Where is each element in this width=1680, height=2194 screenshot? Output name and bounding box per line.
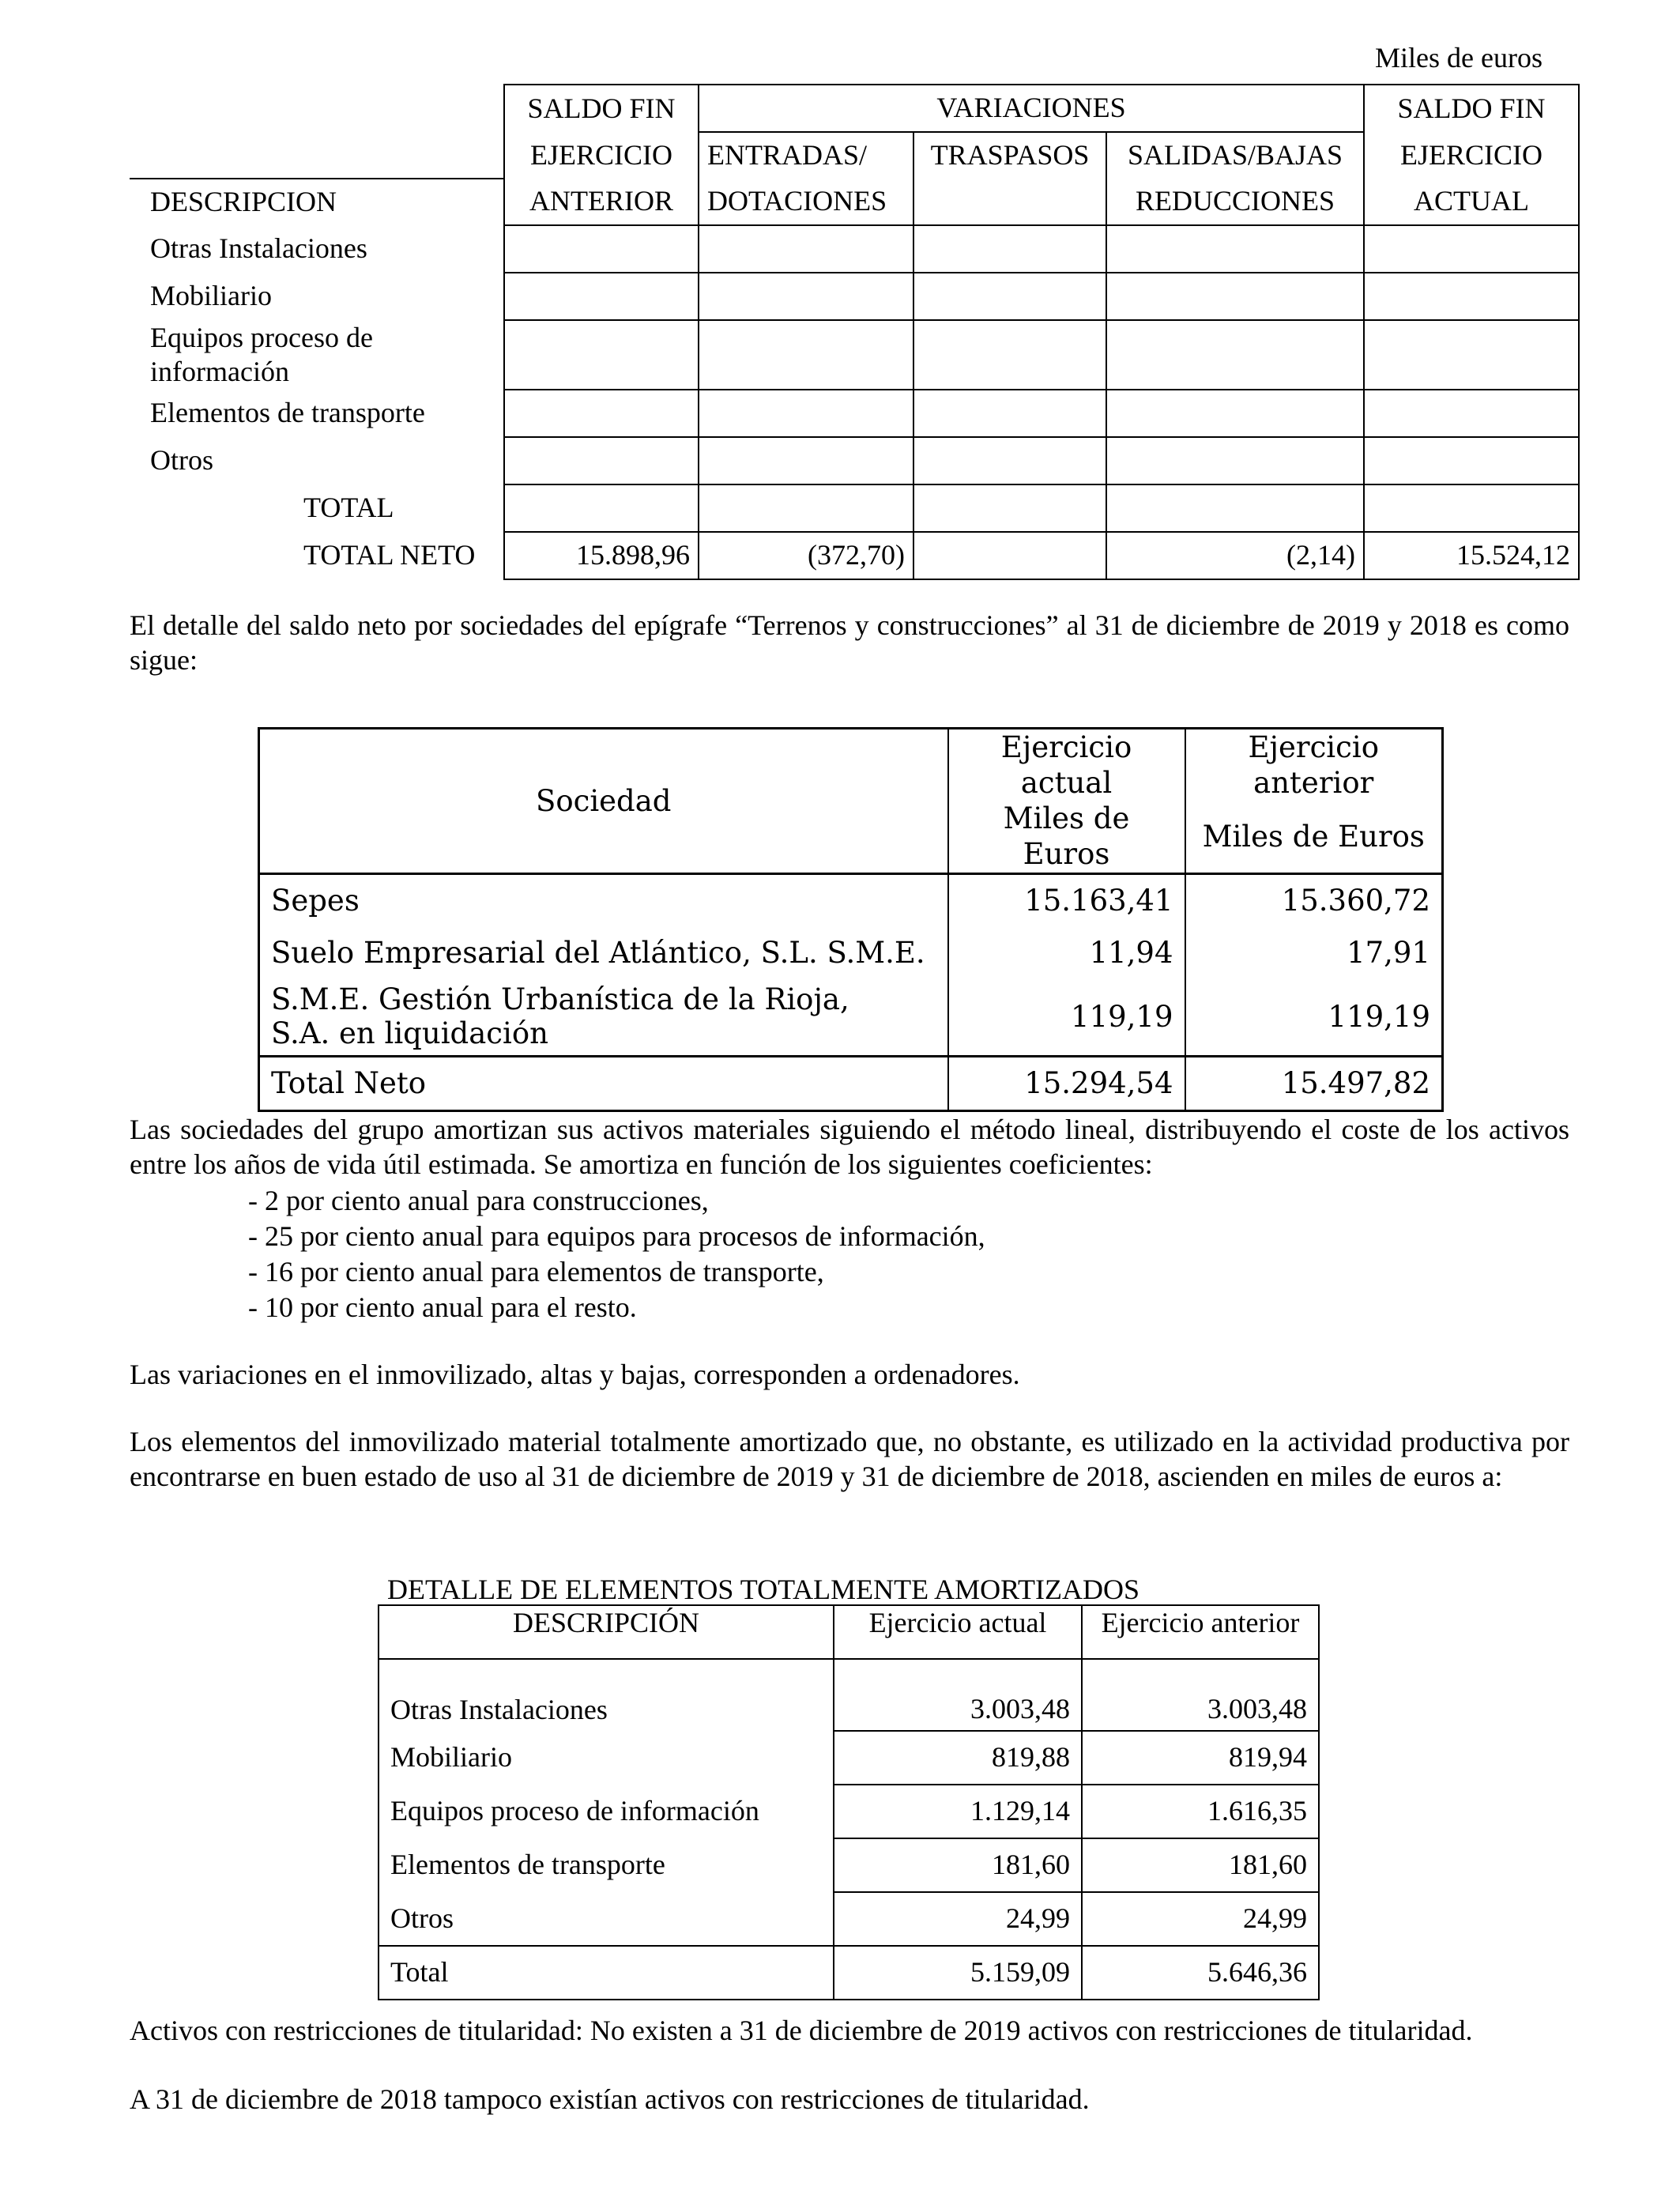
row-anterior: 1.616,35: [1082, 1785, 1319, 1838]
header-salidas-1: SALIDAS/BAJAS: [1106, 132, 1364, 179]
row-label: Equipos proceso de información: [150, 321, 373, 387]
sociedades-table: [258, 727, 1444, 1112]
table-row: [379, 1838, 1319, 1892]
header-traspasos: TRASPASOS: [913, 132, 1106, 179]
row-anterior: 181,60: [1082, 1838, 1319, 1892]
paragraph-terrenos: El detalle del saldo neto por sociedades del epígrafe “Terrenos y construcciones” al 31 de diciembre de 2019 y 2018 es como sigue:: [130, 609, 1569, 676]
total-neto-anterior: 15.497,82: [1185, 1056, 1443, 1110]
total-neto-entradas: (372,70): [699, 532, 913, 579]
sociedad-name: Suelo Empresarial del Atlántico, S.L. S.M.E.: [259, 927, 948, 979]
sociedad-name: Sepes: [259, 873, 948, 927]
header-anterior-units: Miles de Euros: [1185, 801, 1443, 873]
header-ejercicio-actual: Ejercicio actual: [834, 1605, 1082, 1659]
header-ejercicio-anterior: Ejercicio anterior: [1185, 729, 1443, 801]
header-ejercicio-anterior: Ejercicio anterior: [1082, 1605, 1319, 1659]
header-saldo-anterior-1: SALDO FIN: [504, 85, 699, 132]
total-neto-saldo-anterior: 15.898,96: [504, 532, 699, 579]
coeficiente-item: - 2 por ciento anual para construcciones,: [248, 1185, 709, 1216]
header-entradas-1: ENTRADAS/: [699, 132, 913, 179]
row-actual: 3.003,48: [834, 1659, 1082, 1731]
amortizados-table: [378, 1604, 1320, 2000]
row-label: Otros: [150, 444, 213, 477]
row-actual: 24,99: [834, 1892, 1082, 1946]
table-row: [130, 390, 1579, 437]
row-label: Equipos proceso de información: [379, 1785, 834, 1838]
header-saldo-anterior-2: EJERCICIO: [504, 132, 699, 179]
row-label: Elementos de transporte: [379, 1838, 834, 1892]
sociedad-name: S.M.E. Gestión Urbanística de la Rioja, S.A. en liquidación: [259, 979, 948, 1057]
table-row-total: [379, 1946, 1319, 2000]
total-label: Total: [379, 1946, 834, 2000]
coeficiente-item: - 10 por ciento anual para el resto.: [248, 1291, 637, 1323]
header-salidas-2: REDUCCIONES: [1106, 179, 1364, 225]
header-saldo-anterior-3: ANTERIOR: [504, 179, 699, 225]
header-entradas-2: DOTACIONES: [699, 179, 913, 225]
table-row: [130, 225, 1579, 273]
total-neto-label: TOTAL NETO: [303, 539, 476, 571]
row-label: Otras Instalaciones: [379, 1659, 834, 1731]
paragraph-amortizacion: Las sociedades del grupo amortizan sus activos materiales siguiendo el método lineal, distribuyendo el coste de los activos entre los años de vida útil estimada. Se amortiza en función de los siguientes coeficientes:: [130, 1114, 1569, 1180]
paragraph-restricciones-2018: A 31 de diciembre de 2018 tampoco existían activos con restricciones de titularidad.: [130, 2083, 1090, 2115]
row-actual: 819,88: [834, 1731, 1082, 1785]
row-label: Otras Instalaciones: [150, 232, 367, 265]
table-row: [379, 1892, 1319, 1946]
units-label: Miles de euros: [1375, 42, 1543, 74]
table-row: [259, 927, 1443, 979]
coeficiente-item: - 16 por ciento anual para elementos de transporte,: [248, 1256, 824, 1287]
header-saldo-actual-1: SALDO FIN: [1364, 85, 1579, 132]
total-neto-saldo-actual: 15.524,12: [1364, 532, 1579, 579]
table-row-total: [130, 484, 1579, 532]
total-neto-traspasos: [913, 532, 1106, 579]
header-descripcion: DESCRIPCION: [130, 179, 504, 225]
table-row-total: [259, 1056, 1443, 1110]
table-row: [130, 320, 1579, 390]
sociedad-anterior: 119,19: [1185, 979, 1443, 1057]
paragraph-restricciones-2019: Activos con restricciones de titularidad: No existen a 31 de diciembre de 2019 activos con restricciones de titularidad.: [130, 2015, 1473, 2046]
table-row: [259, 979, 1443, 1057]
row-anterior: 819,94: [1082, 1731, 1319, 1785]
table-row-total-neto: [130, 532, 1579, 579]
header-variaciones: VARIACIONES: [699, 85, 1364, 132]
total-anterior: 5.646,36: [1082, 1946, 1319, 2000]
row-label: Mobiliario: [379, 1731, 834, 1785]
row-label: Mobiliario: [150, 280, 272, 312]
sociedad-anterior: 15.360,72: [1185, 873, 1443, 927]
sociedad-actual: 15.163,41: [948, 873, 1185, 927]
total-label: TOTAL: [303, 492, 394, 524]
paragraph-totalmente-amortizado: Los elementos del inmovilizado material totalmente amortizado que, no obstante, es utilizado en la actividad productiva por encontrarse en buen estado de uso al 31 de diciembre de 2019 y 31 de diciembre de 2018, ascienden en miles de euros a:: [130, 1426, 1569, 1492]
coeficiente-item: - 25 por ciento anual para equipos para procesos de información,: [248, 1220, 985, 1252]
amortizados-title: DETALLE DE ELEMENTOS TOTALMENTE AMORTIZADOS: [387, 1574, 1139, 1605]
row-label: Otros: [379, 1892, 834, 1946]
row-anterior: 24,99: [1082, 1892, 1319, 1946]
table-row: [379, 1659, 1319, 1731]
paragraph-variaciones: Las variaciones en el inmovilizado, altas y bajas, corresponden a ordenadores.: [130, 1359, 1020, 1390]
total-neto-label: Total Neto: [259, 1056, 948, 1110]
table-row: [130, 437, 1579, 484]
row-actual: 1.129,14: [834, 1785, 1082, 1838]
row-actual: 181,60: [834, 1838, 1082, 1892]
table-row: [130, 273, 1579, 320]
table-row: [379, 1731, 1319, 1785]
table-row: [259, 873, 1443, 927]
header-ejercicio-actual: Ejercicio actual: [948, 729, 1185, 801]
header-saldo-actual-3: ACTUAL: [1364, 179, 1579, 225]
sociedad-anterior: 17,91: [1185, 927, 1443, 979]
total-neto-actual: 15.294,54: [948, 1056, 1185, 1110]
sociedad-actual: 119,19: [948, 979, 1185, 1057]
sociedad-actual: 11,94: [948, 927, 1185, 979]
total-actual: 5.159,09: [834, 1946, 1082, 2000]
total-neto-salidas: (2,14): [1106, 532, 1364, 579]
row-anterior: 3.003,48: [1082, 1659, 1319, 1731]
header-actual-units: Miles de Euros: [948, 801, 1185, 873]
header-descripcion: DESCRIPCIÓN: [379, 1605, 834, 1659]
header-saldo-actual-2: EJERCICIO: [1364, 132, 1579, 179]
header-sociedad: Sociedad: [259, 729, 948, 874]
movements-table: [130, 84, 1580, 580]
row-label: Elementos de transporte: [150, 397, 425, 429]
table-row: [379, 1785, 1319, 1838]
